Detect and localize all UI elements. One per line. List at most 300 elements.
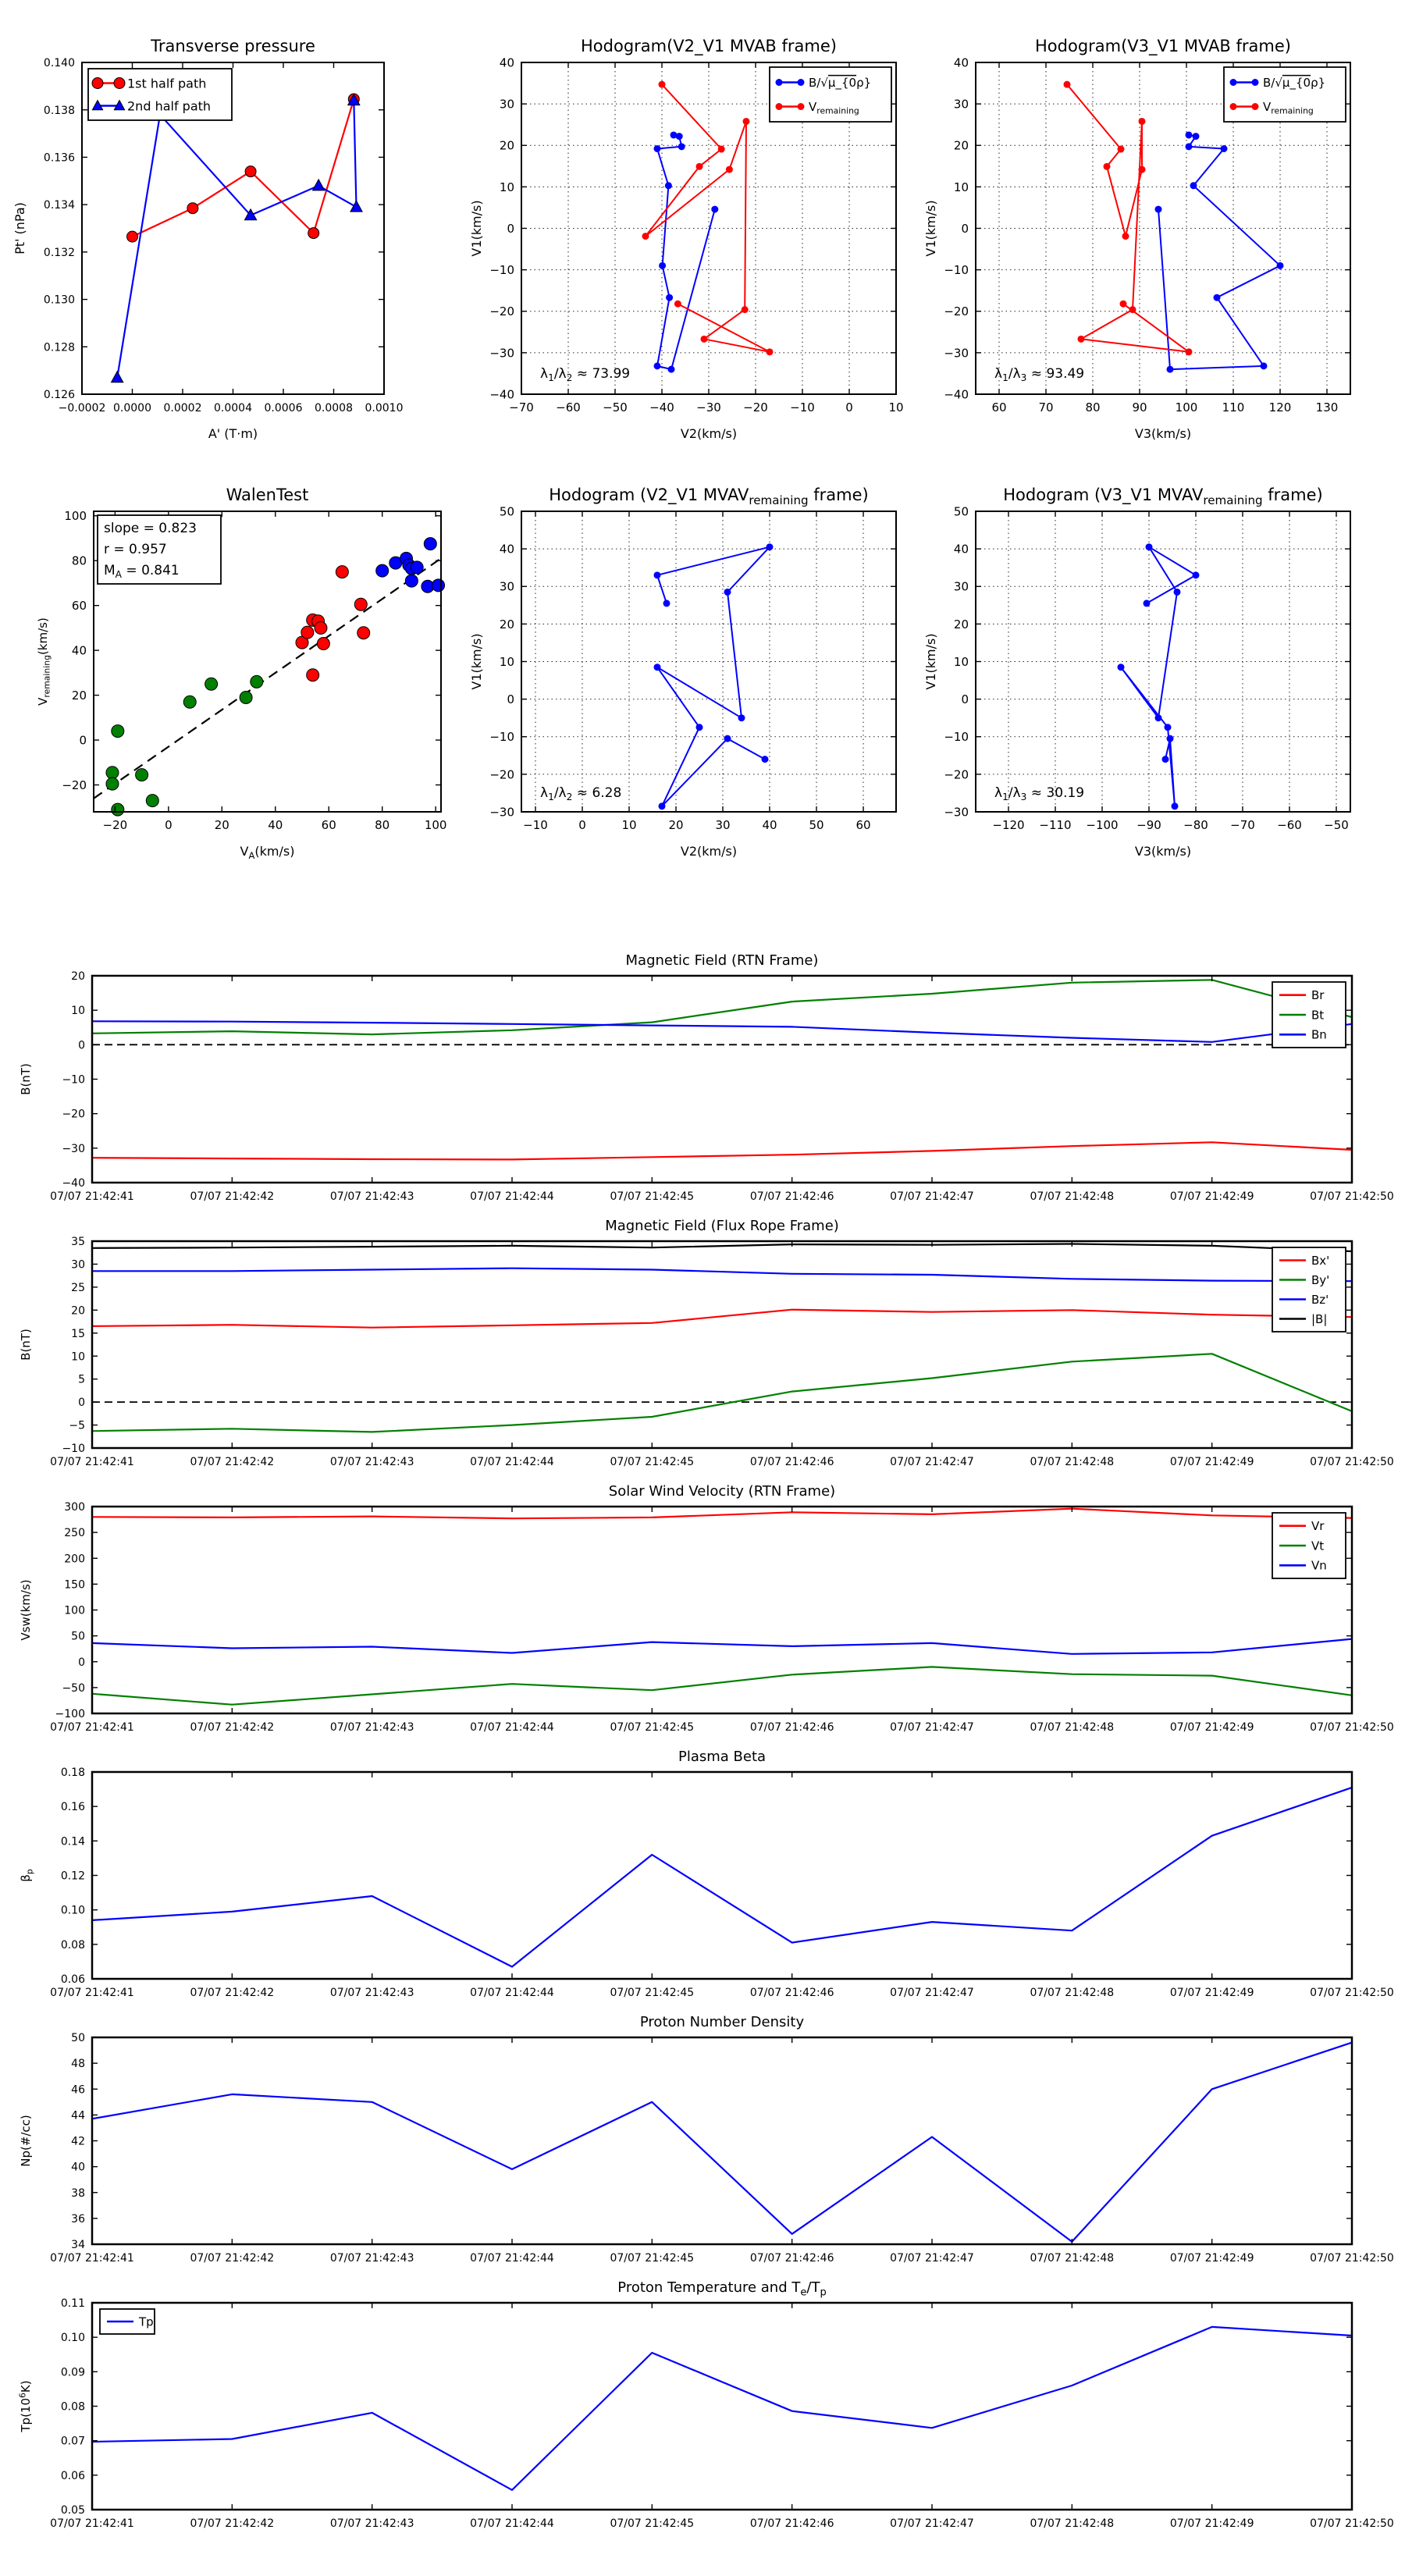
data-point (1193, 571, 1200, 578)
data-point (1221, 145, 1228, 152)
x-tick-label: 07/07 21:42:44 (470, 1190, 554, 1203)
x-tick-label: 07/07 21:42:49 (1169, 1190, 1254, 1203)
x-tick-label: 60 (321, 818, 336, 832)
data-point (1155, 206, 1162, 213)
y-tick-label: −20 (489, 767, 514, 782)
y-tick-label: −5 (69, 1419, 85, 1432)
legend (1272, 1247, 1346, 1332)
y-tick-label: 15 (71, 1327, 85, 1340)
annotation-text: $\lambda_1/\lambda_3 \approx 30.19$ (994, 785, 1085, 803)
data-point (1261, 362, 1268, 369)
data-point (1120, 301, 1127, 308)
legend-marker (776, 103, 783, 110)
data-point (654, 362, 661, 369)
y-tick-label: 0.07 (60, 2435, 85, 2448)
legend-label: 2nd half path (127, 98, 212, 114)
x-tick-label: 07/07 21:42:44 (470, 2252, 554, 2265)
x-tick-label: 07/07 21:42:48 (1030, 1456, 1115, 1468)
x-tick-label: 0.0000 (113, 402, 151, 415)
x-tick-label: 07/07 21:42:41 (50, 1456, 134, 1468)
x-tick-label: 07/07 21:42:44 (470, 1456, 554, 1468)
legend-marker (114, 78, 125, 89)
y-tick-label: 0 (961, 692, 969, 707)
data-point (1165, 724, 1172, 731)
data-point (106, 767, 119, 779)
y-tick-label: 0 (961, 221, 969, 236)
x-tick-label: 07/07 21:42:45 (610, 2252, 695, 2265)
x-tick-label: 07/07 21:42:44 (470, 1721, 554, 1734)
y-tick-label: 0.05 (60, 2504, 85, 2517)
data-point (724, 589, 731, 596)
y-tick-label: 10 (71, 1005, 85, 1018)
legend-label: By' (1311, 1272, 1330, 1287)
data-point (301, 626, 314, 639)
x-tick-label: 07/07 21:42:43 (329, 2252, 414, 2265)
data-point (1155, 714, 1162, 721)
x-tick-label: 07/07 21:42:46 (749, 2517, 834, 2530)
x-tick-label: 07/07 21:42:47 (890, 1190, 974, 1203)
x-tick-label: 07/07 21:42:45 (610, 1721, 695, 1734)
data-point (411, 561, 423, 574)
x-axis-label: V3(km/s) (1134, 844, 1192, 859)
y-tick-label: 0.10 (60, 1904, 85, 1917)
y-tick-label: −10 (62, 1073, 85, 1087)
x-tick-label: 0.0010 (365, 402, 404, 415)
y-tick-label: −20 (944, 767, 969, 782)
x-tick-label: −20 (743, 400, 768, 415)
y-tick-label: 0.136 (43, 151, 75, 165)
data-point (1144, 600, 1151, 607)
y-tick-label: −10 (489, 263, 514, 278)
y-tick-label: 44 (71, 2109, 85, 2122)
x-tick-label: 07/07 21:42:46 (749, 1190, 834, 1203)
x-tick-label: 20 (214, 818, 229, 832)
x-tick-label: 07/07 21:42:48 (1030, 1987, 1115, 1999)
x-tick-label: 130 (1315, 400, 1339, 415)
y-tick-label: 42 (71, 2135, 85, 2148)
x-tick-label: 0.0004 (214, 402, 252, 415)
y-tick-label: 0.126 (43, 389, 75, 402)
legend-label: $V_{remaining}$ (809, 99, 859, 116)
data-point (743, 118, 750, 125)
data-point (1162, 756, 1169, 763)
data-point (1214, 294, 1221, 301)
data-point (106, 777, 119, 790)
y-tick-label: 20 (71, 1304, 85, 1318)
data-point (742, 306, 749, 313)
data-point (696, 724, 703, 731)
data-point (718, 146, 725, 153)
x-tick-label: −0.0002 (58, 402, 106, 415)
y-tick-label: 0 (78, 1656, 85, 1669)
x-tick-label: 110 (1222, 400, 1245, 415)
x-tick-label: 07/07 21:42:42 (190, 2517, 275, 2530)
y-tick-label: −10 (489, 730, 514, 745)
legend-label: |B| (1311, 1311, 1328, 1326)
x-tick-label: 07/07 21:42:46 (749, 2252, 834, 2265)
data-point (245, 166, 256, 177)
data-point (183, 696, 196, 708)
y-tick-label: −20 (944, 304, 969, 319)
data-point (701, 336, 708, 343)
y-tick-label: 0.10 (60, 2332, 85, 2345)
y-tick-label: 0.130 (43, 294, 75, 307)
y-tick-label: −10 (944, 263, 969, 278)
y-tick-label: −30 (489, 346, 514, 361)
x-tick-label: 0.0006 (264, 402, 303, 415)
legend (770, 67, 891, 122)
y-tick-label: 0 (507, 692, 514, 707)
y-tick-label: 20 (499, 617, 514, 632)
y-tick-label: −20 (489, 304, 514, 319)
y-tick-label: 0.06 (60, 1973, 85, 1987)
y-tick-label: 0.16 (60, 1801, 85, 1814)
y-tick-label: 150 (64, 1578, 85, 1592)
x-tick-label: −10 (790, 400, 815, 415)
y-tick-label: −20 (62, 777, 87, 792)
y-tick-label: 10 (953, 180, 969, 194)
x-tick-label: 07/07 21:42:42 (190, 1456, 275, 1468)
y-axis-label: V1(km/s) (469, 200, 484, 257)
x-tick-label: −20 (102, 818, 128, 832)
x-tick-label: 07/07 21:42:45 (610, 1987, 695, 1999)
x-tick-label: 07/07 21:42:43 (329, 2517, 414, 2530)
y-axis-label: $\beta_p$ (19, 1869, 35, 1882)
data-point (1064, 81, 1071, 88)
y-tick-label: 34 (71, 2239, 85, 2252)
data-point (659, 262, 666, 269)
y-tick-label: 0.14 (60, 1835, 85, 1848)
data-point (307, 669, 319, 681)
data-point (127, 231, 138, 242)
x-tick-label: −30 (696, 400, 721, 415)
x-tick-label: 07/07 21:42:48 (1030, 2517, 1115, 2530)
y-tick-label: 40 (71, 2161, 85, 2174)
data-point (642, 233, 649, 240)
data-point (136, 769, 148, 781)
y-tick-label: 0.132 (43, 246, 75, 259)
data-point (1129, 306, 1136, 313)
y-tick-label: 25 (71, 1281, 85, 1294)
x-tick-label: −100 (1086, 818, 1119, 832)
x-tick-label: 60 (855, 818, 871, 832)
chart-title: WalenTest (226, 486, 309, 504)
x-tick-label: 50 (809, 818, 824, 832)
x-tick-label: 07/07 21:42:41 (50, 1987, 134, 1999)
x-tick-label: 07/07 21:42:43 (329, 1456, 414, 1468)
y-tick-label: −50 (62, 1681, 85, 1695)
x-tick-label: 30 (715, 818, 731, 832)
legend (88, 69, 232, 120)
legend-label: Vn (1311, 1558, 1327, 1573)
annotation-line: slope = 0.823 (104, 521, 197, 536)
data-point (1186, 348, 1193, 355)
y-tick-label: 0.134 (43, 199, 75, 212)
x-tick-label: 07/07 21:42:49 (1169, 1987, 1254, 1999)
y-tick-label: 40 (953, 55, 969, 70)
data-point (1167, 735, 1174, 742)
x-tick-label: 0 (165, 818, 173, 832)
x-tick-label: 100 (424, 818, 447, 832)
data-point (1193, 133, 1200, 140)
y-tick-label: 0.138 (43, 104, 75, 117)
legend-label: B/√μ_{0ρ} (1263, 75, 1326, 90)
y-tick-label: 0.11 (60, 2297, 85, 2311)
annotation (540, 366, 630, 383)
y-axis-label: Vsw(km/s) (19, 1579, 33, 1641)
data-point (738, 714, 745, 721)
x-tick-label: 07/07 21:42:41 (50, 2252, 134, 2265)
y-tick-label: −20 (62, 1108, 85, 1121)
y-tick-label: 0.18 (60, 1767, 85, 1780)
y-tick-label: 0 (78, 1397, 85, 1410)
x-tick-label: 07/07 21:42:45 (610, 1190, 695, 1203)
y-tick-label: 40 (499, 55, 514, 70)
data-point (405, 575, 418, 587)
x-tick-label: 20 (668, 818, 684, 832)
legend-label: 1st half path (127, 76, 207, 91)
y-axis-label: Np(#/cc) (19, 2115, 33, 2167)
y-tick-label: −100 (55, 1708, 85, 1721)
y-tick-label: 0.12 (60, 1870, 85, 1883)
x-tick-label: 07/07 21:42:48 (1030, 1190, 1115, 1203)
y-tick-label: 40 (499, 542, 514, 557)
annotation-text: $\lambda_1/\lambda_2 \approx 6.28$ (540, 785, 622, 803)
legend (1272, 982, 1346, 1048)
y-tick-label: 0.08 (60, 1938, 85, 1952)
data-point (187, 203, 198, 214)
annotation-line: $M_A = 0.841$ (104, 563, 180, 581)
data-point (762, 756, 769, 763)
y-tick-label: 38 (71, 2186, 85, 2200)
data-point (659, 81, 666, 88)
data-point (676, 133, 683, 140)
legend (1272, 1513, 1346, 1578)
data-point (354, 598, 367, 610)
legend-label: $V_{remaining}$ (1263, 99, 1314, 116)
y-tick-label: 46 (71, 2083, 85, 2097)
x-tick-label: −60 (1277, 818, 1302, 832)
y-tick-label: 0.140 (43, 57, 75, 70)
x-tick-label: 07/07 21:42:43 (329, 1987, 414, 1999)
annotation-line: r = 0.957 (104, 542, 167, 557)
y-tick-label: −30 (944, 346, 969, 361)
y-axis-label: $Tp(10^6K)$ (17, 2380, 33, 2432)
x-tick-label: 07/07 21:42:42 (190, 1987, 275, 1999)
y-tick-label: 0 (507, 221, 514, 236)
y-axis-label: $V_{remaining}(km/s)$ (36, 617, 52, 706)
y-tick-label: 48 (71, 2058, 85, 2071)
x-tick-label: 07/07 21:42:48 (1030, 2252, 1115, 2265)
x-tick-label: 07/07 21:42:47 (890, 1721, 974, 1734)
x-axis-label: V3(km/s) (1134, 426, 1192, 441)
x-axis-label: V2(km/s) (680, 844, 738, 859)
y-tick-label: 300 (64, 1501, 85, 1514)
y-tick-label: 10 (71, 1350, 85, 1364)
data-point (308, 228, 319, 239)
y-tick-label: −30 (944, 805, 969, 820)
x-tick-label: 60 (991, 400, 1007, 415)
y-tick-label: 40 (953, 542, 969, 557)
data-point (1174, 589, 1181, 596)
x-tick-label: 80 (1085, 400, 1101, 415)
y-tick-label: 200 (64, 1553, 85, 1566)
x-tick-label: 07/07 21:42:43 (329, 1190, 414, 1203)
data-point (376, 564, 389, 577)
data-point (666, 294, 673, 301)
y-tick-label: 5 (78, 1373, 85, 1386)
data-point (1078, 336, 1085, 343)
x-tick-label: 07/07 21:42:46 (749, 1456, 834, 1468)
x-tick-label: 0.0002 (163, 402, 202, 415)
y-tick-label: −40 (489, 387, 514, 402)
y-tick-label: 30 (499, 97, 514, 112)
x-tick-label: −60 (556, 400, 581, 415)
y-tick-label: 50 (71, 1630, 85, 1643)
data-point (1186, 131, 1193, 138)
x-tick-label: 07/07 21:42:45 (610, 2517, 695, 2530)
data-point (654, 664, 661, 671)
y-tick-label: 40 (71, 643, 87, 658)
y-tick-label: 20 (953, 617, 969, 632)
data-point (654, 571, 661, 578)
legend-marker (1230, 79, 1237, 86)
x-tick-label: −70 (509, 400, 534, 415)
x-tick-label: 10 (621, 818, 637, 832)
data-point (724, 735, 731, 742)
x-tick-label: 80 (375, 818, 390, 832)
data-point (674, 301, 681, 308)
y-tick-label: −10 (944, 730, 969, 745)
chart-title: Hodogram(V3_V1 MVAB frame) (1035, 37, 1291, 55)
legend (1224, 67, 1346, 122)
x-tick-label: −120 (992, 818, 1025, 832)
legend-marker (92, 78, 103, 89)
legend-marker (776, 79, 783, 86)
x-tick-label: 07/07 21:42:42 (190, 2252, 275, 2265)
y-tick-label: 0.06 (60, 2469, 85, 2482)
y-axis-label: V1(km/s) (469, 633, 484, 690)
data-point (112, 725, 124, 738)
y-axis-label: V1(km/s) (923, 200, 938, 257)
y-tick-label: 35 (71, 1236, 85, 1249)
annotation (994, 785, 1084, 802)
data-point (767, 348, 774, 355)
x-tick-label: −50 (1324, 818, 1349, 832)
data-point (678, 143, 685, 150)
y-axis-label: B(nT) (19, 1063, 33, 1095)
y-tick-label: 30 (953, 97, 969, 112)
data-point (1118, 664, 1125, 671)
y-tick-label: 10 (499, 180, 514, 194)
y-tick-label: 20 (71, 688, 87, 703)
legend-label: Br (1311, 988, 1325, 1003)
legend-marker (1252, 79, 1259, 86)
x-tick-label: 07/07 21:42:42 (190, 1721, 275, 1734)
data-point (205, 678, 218, 690)
y-tick-label: 20 (71, 970, 85, 984)
x-tick-label: 40 (762, 818, 777, 832)
data-point (240, 691, 252, 703)
legend-label: Vr (1311, 1519, 1325, 1534)
data-point (665, 182, 672, 189)
x-tick-label: 07/07 21:42:41 (50, 1190, 134, 1203)
x-tick-label: −110 (1039, 818, 1072, 832)
y-tick-label: 50 (71, 2032, 85, 2045)
legend (100, 2309, 155, 2334)
x-tick-label: −90 (1136, 818, 1161, 832)
x-tick-label: 07/07 21:42:49 (1169, 1721, 1254, 1734)
y-tick-label: 60 (71, 599, 87, 614)
chart-title: Plasma Beta (678, 1749, 767, 1765)
y-tick-label: −40 (944, 387, 969, 402)
legend-label: Vt (1311, 1539, 1325, 1553)
x-tick-label: −40 (649, 400, 674, 415)
annotation (994, 366, 1084, 383)
x-tick-label: 07/07 21:42:44 (470, 2517, 554, 2530)
data-point (711, 206, 718, 213)
data-point (663, 600, 670, 607)
data-point (1146, 543, 1153, 550)
data-point (1172, 802, 1179, 809)
y-tick-label: 20 (953, 138, 969, 153)
data-point (424, 538, 436, 550)
data-point (767, 543, 774, 550)
x-tick-label: 07/07 21:42:41 (50, 2517, 134, 2530)
x-tick-label: 07/07 21:42:49 (1169, 1456, 1254, 1468)
y-tick-label: 30 (71, 1258, 85, 1272)
y-tick-label: 50 (499, 504, 514, 519)
data-point (251, 675, 263, 688)
x-tick-label: 07/07 21:42:50 (1310, 1987, 1394, 1999)
x-tick-label: 07/07 21:42:46 (749, 1987, 834, 1999)
x-tick-label: 07/07 21:42:45 (610, 1456, 695, 1468)
data-point (726, 166, 733, 173)
legend-label: Bx' (1311, 1253, 1330, 1268)
y-axis-label: V1(km/s) (923, 633, 938, 690)
chart-title: Solar Wind Velocity (RTN Frame) (608, 1483, 836, 1500)
x-tick-label: 0 (578, 818, 586, 832)
data-point (317, 638, 329, 650)
x-tick-label: −50 (603, 400, 628, 415)
y-tick-label: 20 (499, 138, 514, 153)
x-tick-label: 90 (1132, 400, 1147, 415)
legend-marker (798, 79, 805, 86)
y-tick-label: 30 (499, 579, 514, 594)
y-tick-label: 0 (79, 733, 87, 748)
x-tick-label: 07/07 21:42:47 (890, 1987, 974, 1999)
x-axis-label: V2(km/s) (680, 426, 738, 441)
x-tick-label: 07/07 21:42:42 (190, 1190, 275, 1203)
x-tick-label: 10 (888, 400, 904, 415)
legend-marker (1230, 103, 1237, 110)
x-tick-label: −70 (1230, 818, 1255, 832)
data-point (432, 579, 445, 592)
chart-title: Transverse pressure (151, 37, 315, 55)
data-point (659, 802, 666, 809)
y-tick-label: 100 (64, 1604, 85, 1617)
data-point (668, 366, 675, 373)
y-tick-label: 0.09 (60, 2366, 85, 2379)
data-point (1104, 163, 1111, 170)
x-tick-label: 07/07 21:42:50 (1310, 1190, 1394, 1203)
data-point (1139, 118, 1146, 125)
legend-label: Bn (1311, 1027, 1327, 1042)
data-point (1167, 366, 1174, 373)
x-tick-label: 07/07 21:42:49 (1169, 2252, 1254, 2265)
chart-title: Hodogram (V3_V1 $MVAV_{remaining}$ frame) (1003, 486, 1323, 508)
data-point (1190, 182, 1197, 189)
